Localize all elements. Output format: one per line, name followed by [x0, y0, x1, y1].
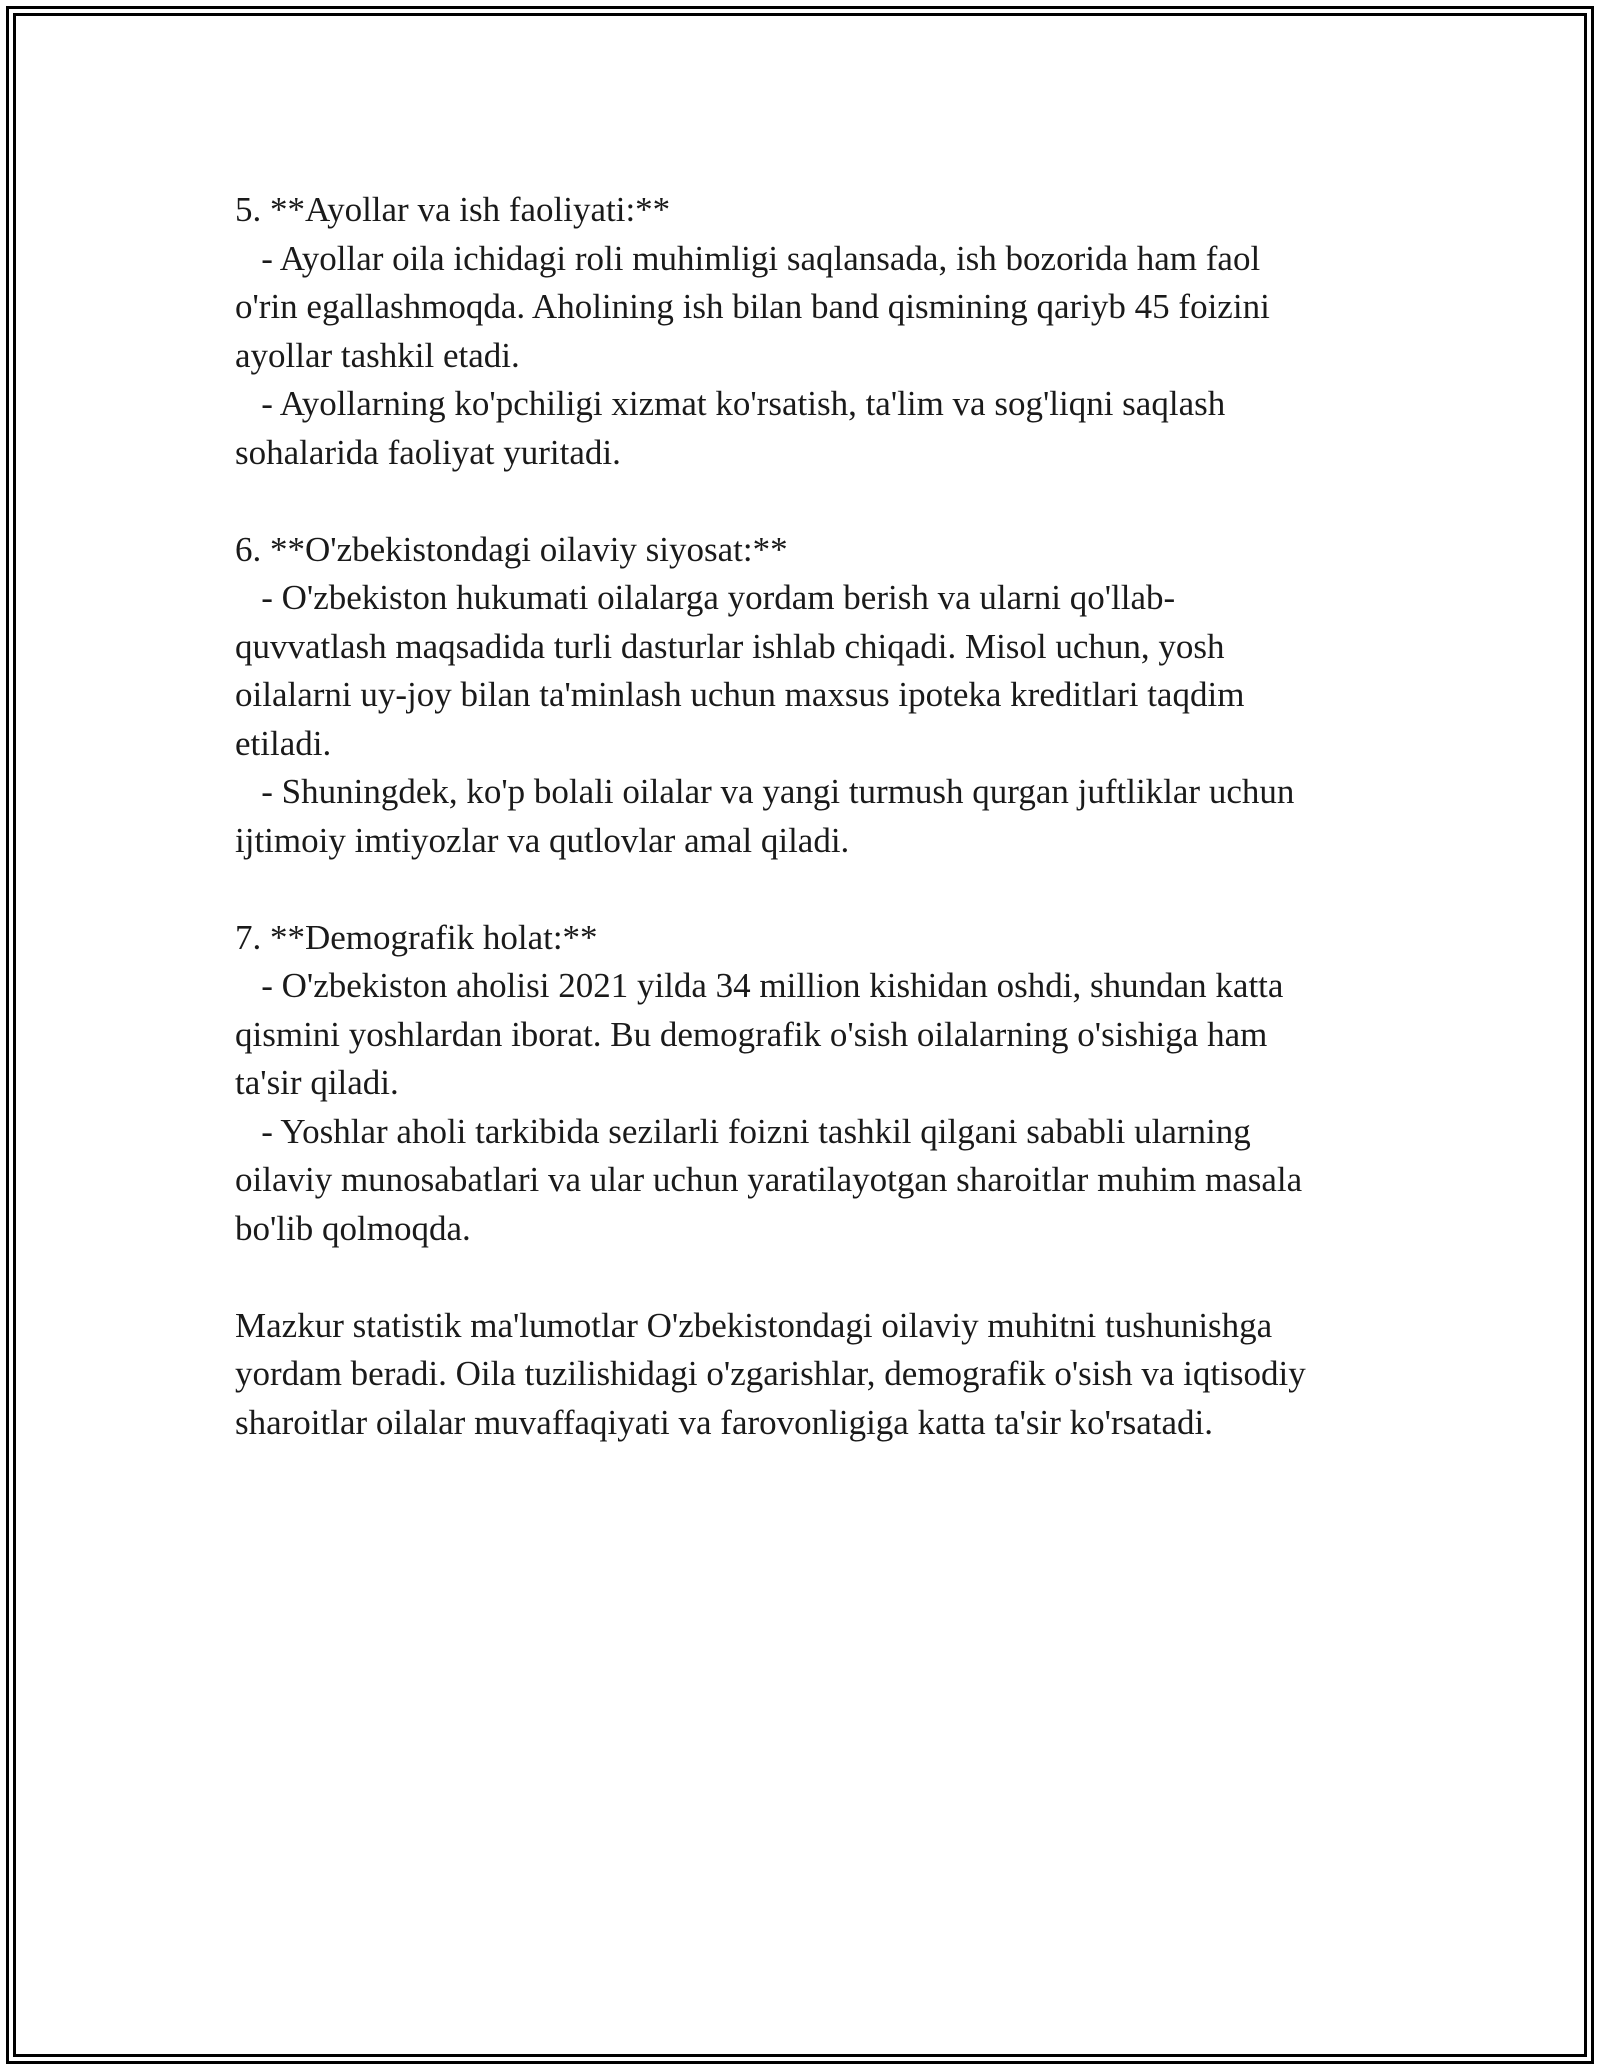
- text-line: - Shuningdek, ko'p bolali oilalar va yangi turmush qurgan juftliklar uchun: [235, 772, 1295, 811]
- text-line: - Ayollarning ko'pchiligi xizmat ko'rsatish, ta'lim va sog'liqni saqlash: [235, 384, 1226, 423]
- text-line: quvvatlash maqsadida turli dasturlar ishlab chiqadi. Misol uchun, yosh: [235, 626, 1225, 666]
- heading-line: 7. **Demografik holat:**: [235, 917, 598, 957]
- text-line: ijtimoiy imtiyozlar va qutlovlar amal qiladi.: [235, 820, 850, 860]
- section-heading: [235, 914, 1375, 963]
- bullet-paragraph: [235, 768, 1375, 865]
- heading-line: 6. **O'zbekistondagi oilaviy siyosat:**: [235, 529, 788, 569]
- text-line: ta'sir qiladi.: [235, 1063, 399, 1102]
- text-line: sohalarida faoliyat yuritadi.: [235, 432, 621, 472]
- text-line: - O'zbekiston aholisi 2021 yilda 34 million kishidan oshdi, shundan katta: [235, 966, 1284, 1005]
- heading-line: 5. **Ayollar va ish faoliyati:**: [235, 190, 671, 229]
- bullet-paragraph: [235, 962, 1375, 1108]
- text-line: - Ayollar oila ichidagi roli muhimligi saqlansada, ish bozorida ham faol: [235, 238, 1261, 278]
- bullet-paragraph: [235, 235, 1375, 381]
- section-heading: [235, 526, 1375, 575]
- text-line: qismini yoshlardan iborat. Bu demografik o'sish oilalarning o'sishiga ham: [235, 1014, 1268, 1054]
- text-line: Mazkur statistik ma'lumotlar O'zbekistondagi oilaviy muhitni tushunishga: [235, 1305, 1273, 1345]
- section-family-policy: [235, 526, 1375, 866]
- text-line: o'rin egallashmoqda. Aholining ish bilan band qismining qariyb 45 foizini: [235, 287, 1270, 326]
- text-line: oilaviy munosabatlari va ular uchun yaratilayotgan sharoitlar muhim masala: [235, 1160, 1303, 1199]
- text-line: oilalarni uy-joy bilan ta'minlash uchun maxsus ipoteka kreditlari taqdim: [235, 675, 1245, 714]
- text-line: sharoitlar oilalar muvaffaqiyati va farovonligiga katta ta'sir ko'rsatadi.: [235, 1402, 1214, 1442]
- section-demographics: [235, 914, 1375, 1254]
- closing-paragraph: [235, 1302, 1375, 1448]
- text-line: - O'zbekiston hukumati oilalarga yordam berish va ularni qo'llab-: [235, 578, 1176, 617]
- bullet-paragraph: [235, 1108, 1375, 1254]
- text-line: - Yoshlar aholi tarkibida sezilarli foizni tashkil qilgani sababli ularning: [235, 1111, 1251, 1151]
- text-line: bo'lib qolmoqda.: [235, 1208, 471, 1248]
- document-body: [235, 186, 1375, 1447]
- text-line: yordam beradi. Oila tuzilishidagi o'zgarishlar, demografik o'sish va iqtisodiy: [235, 1354, 1306, 1393]
- section-heading: [235, 186, 1375, 235]
- section-women-and-work: [235, 186, 1375, 477]
- text-line: ayollar tashkil etadi.: [235, 335, 520, 375]
- bullet-paragraph: [235, 574, 1375, 768]
- text-line: etiladi.: [235, 723, 332, 763]
- bullet-paragraph: [235, 380, 1375, 477]
